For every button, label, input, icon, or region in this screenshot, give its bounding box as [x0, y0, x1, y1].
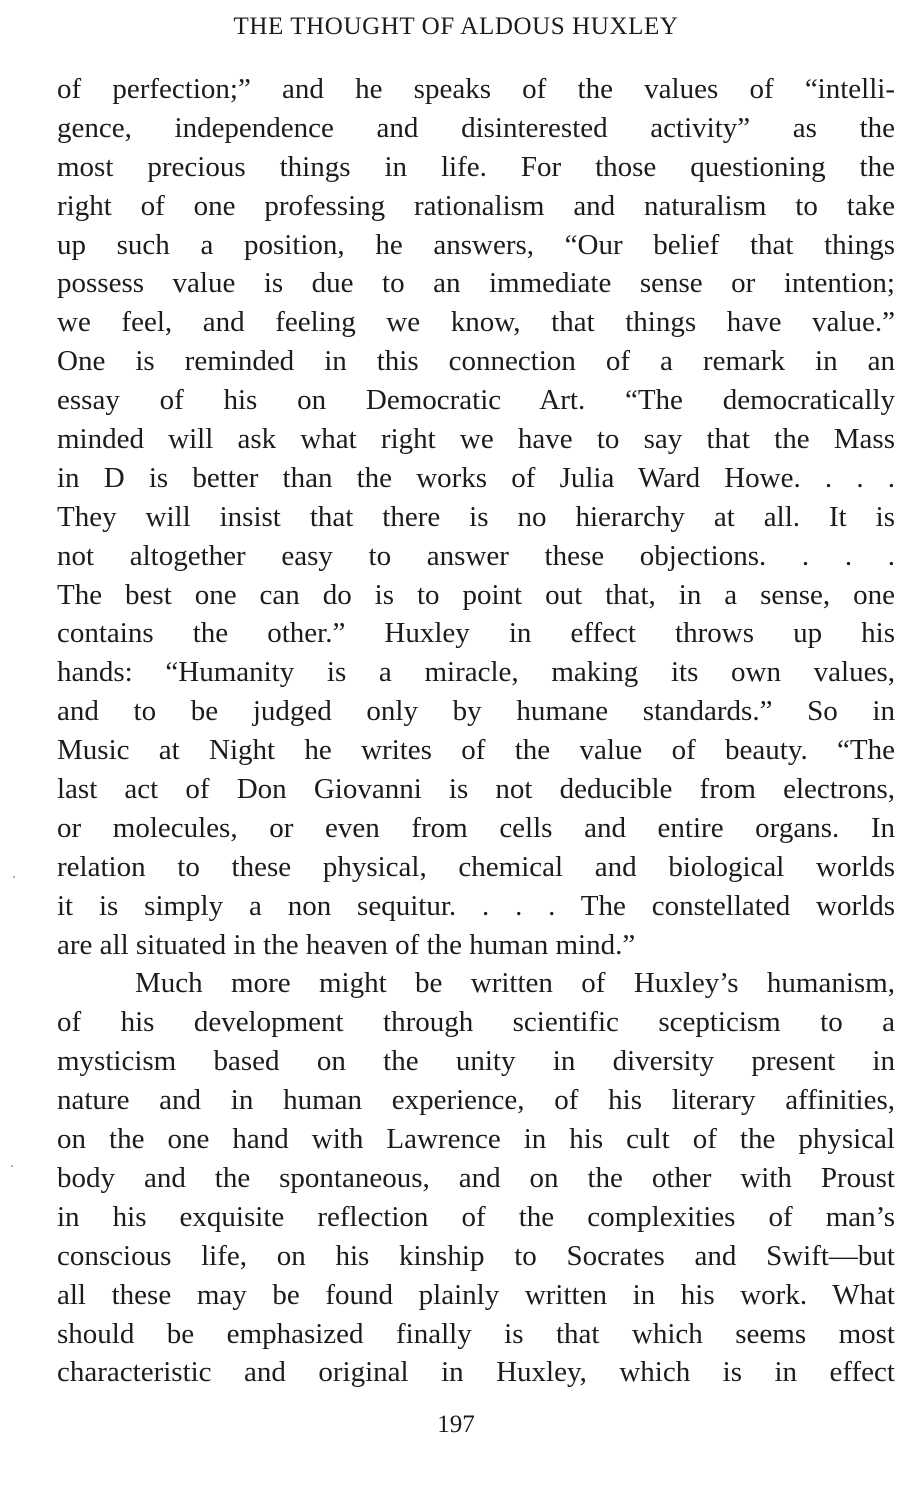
text-line: should be emphasized finally is that which seems most — [57, 1317, 895, 1350]
text-line: and to be judged only by humane standards.” So in — [57, 695, 895, 728]
text-line: hands: “Humanity is a miracle, making its own values, — [57, 656, 895, 689]
text-line: characteristic and original in Huxley, which is in effect — [57, 1356, 895, 1389]
text-line: up such a position, he answers, “Our belief that things — [57, 228, 895, 261]
text-line: last act of Don Giovanni is not deducible from electrons, — [57, 773, 895, 806]
text-line: it is simply a non sequitur. . . . The constellated worlds — [57, 889, 895, 922]
text-line: Music at Night he writes of the value of beauty. “The — [57, 734, 895, 767]
text-line: They will insist that there is no hierarchy at all. It is — [57, 500, 895, 533]
text-line: mysticism based on the unity in diversity present in — [57, 1045, 895, 1078]
paragraph-2 — [57, 964, 895, 1392]
text-line: The best one can do is to point out that, in a sense, one — [57, 578, 895, 611]
text-line: on the one hand with Lawrence in his cult of the physical — [57, 1123, 895, 1156]
body-text — [57, 70, 895, 1392]
text-line: conscious life, on his kinship to Socrates and Swift—but — [57, 1239, 895, 1272]
text-line: relation to these physical, chemical and biological worlds — [57, 850, 895, 883]
text-line: nature and in human experience, of his literary affinities, — [57, 1084, 895, 1117]
text-line: essay of his on Democratic Art. “The democratically — [57, 384, 895, 417]
text-line: One is reminded in this connection of a remark in an — [57, 345, 895, 378]
text-line: of his development through scientific scepticism to a — [57, 1006, 895, 1039]
text-line: of perfection;” and he speaks of the values of “intelli- — [57, 73, 895, 105]
text-line: not altogether easy to answer these objections. . . . — [57, 539, 895, 572]
text-line: in D is better than the works of Julia Ward Howe. . . . — [57, 461, 895, 494]
text-line: in his exquisite reflection of the complexities of man’s — [57, 1200, 895, 1233]
text-line: minded will ask what right we have to say that the Mass — [57, 423, 895, 456]
speck-mark — [11, 1165, 13, 1167]
text-line: are all situated in the heaven of the human mind.” — [57, 928, 636, 961]
text-line: gence, independence and disinterested activity” as the — [57, 111, 895, 144]
text-line: right of one professing rationalism and naturalism to take — [57, 189, 895, 222]
text-line: body and the spontaneous, and on the other with Proust — [57, 1161, 895, 1194]
text-line: contains the other.” Huxley in effect throws up his — [57, 617, 895, 650]
text-line: or molecules, or even from cells and entire organs. In — [57, 811, 895, 844]
speck-mark — [13, 876, 15, 878]
text-line: all these may be found plainly written in his work. What — [57, 1278, 895, 1311]
text-line: possess value is due to an immediate sense or intention; — [57, 267, 895, 300]
text-line: we feel, and feeling we know, that things have value.” — [57, 306, 895, 339]
text-line: most precious things in life. For those questioning the — [57, 150, 895, 183]
running-head: THE THOUGHT OF ALDOUS HUXLEY — [233, 13, 679, 40]
text-line: Much more might be written of Huxley’s humanism, — [135, 967, 895, 1000]
page-number: 197 — [437, 1411, 475, 1438]
paragraph-1 — [57, 70, 895, 964]
